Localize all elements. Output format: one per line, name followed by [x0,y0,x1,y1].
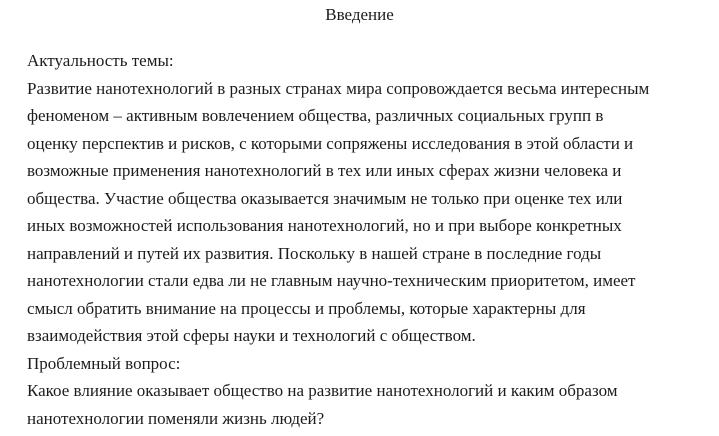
text-line: взаимодействия этой сферы науки и технологий с обществом. [27,326,476,345]
text-line: Актуальность темы: [27,51,174,70]
text-line: оценку перспектив и рисков, с которыми сопряжены исследования в этой области и [27,133,634,153]
text-line: направлений и путей их развития. Поскольку в нашей стране в последние годы [27,243,602,263]
text-line: общества. Участие общества оказывается значимым не только при оценке тех или [27,188,623,208]
document-body [27,47,705,432]
text-line: Проблемный вопрос: [27,353,181,373]
text-line: иных возможностей использования нанотехнологий, но и при выборе конкретных [27,216,622,235]
text-line: смысл обратить внимание на процессы и проблемы, которые характерны для [27,298,586,318]
text-line: возможные применения нанотехнологий в тех или иных сферах жизни человека и [27,161,622,180]
document-title: Введение [325,5,394,24]
text-line: Какое влияние оказывает общество на развитие нанотехнологий и каким образом [27,381,618,400]
text-line: нанотехнологии стали едва ли не главным научно-техническим приоритетом, имеет [27,271,636,290]
text-line: феноменом – активным вовлечением общества, различных социальных групп в [27,106,604,125]
text-line: Развитие нанотехнологий в разных странах мира сопровождается весьма интересным [27,78,650,98]
text-line: нанотехнологии поменяли жизнь людей? [27,408,325,428]
